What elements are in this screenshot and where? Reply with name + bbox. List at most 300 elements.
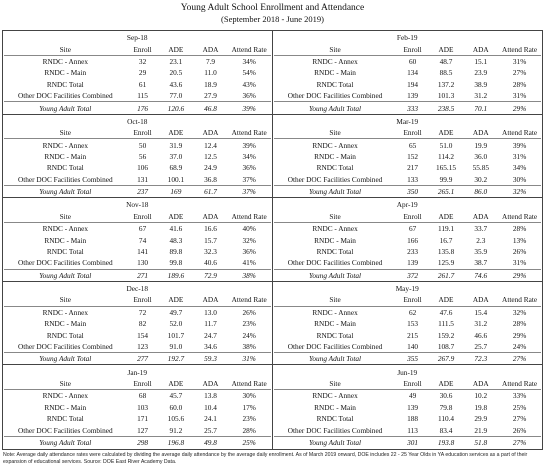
value-cell: 34% xyxy=(242,56,256,66)
value-cell: 152 xyxy=(407,151,419,161)
month-label: Feb-19 xyxy=(396,33,418,43)
value-cell: 298 xyxy=(127,436,159,448)
table-row xyxy=(4,341,271,353)
value-cell: 32% xyxy=(512,307,527,317)
column-header: Site xyxy=(274,127,397,139)
site-cell: RNDC - Main xyxy=(44,151,87,161)
column-header: ADA xyxy=(463,294,498,306)
table-row xyxy=(274,79,542,90)
value-cell: 25% xyxy=(512,402,527,412)
month-block xyxy=(273,282,543,366)
table-row xyxy=(4,390,271,402)
site-cell: RNDC - Main xyxy=(314,151,356,161)
value-cell: 233 xyxy=(407,246,419,256)
value-cell: 7.9 xyxy=(205,56,216,66)
value-cell: 49.7 xyxy=(169,307,183,317)
value-cell: 32% xyxy=(242,235,256,245)
column-header: ADE xyxy=(429,294,464,306)
site-cell: Other DOC Facilities Combined xyxy=(17,91,113,101)
value-cell: 11.0 xyxy=(204,68,217,78)
column-header: Site xyxy=(4,43,127,55)
value-cell: 23.9 xyxy=(474,68,488,78)
value-cell: 67 xyxy=(138,224,147,234)
value-cell: 62 xyxy=(408,307,417,317)
value-cell: 27% xyxy=(498,353,541,365)
value-cell: 333 xyxy=(397,102,429,114)
month-block xyxy=(3,365,273,449)
value-cell: 11.7 xyxy=(204,319,217,329)
value-cell: 38% xyxy=(242,341,256,351)
value-cell: 25.7 xyxy=(474,341,488,351)
site-cell: Other DOC Facilities Combined xyxy=(17,174,113,184)
value-cell: 15.4 xyxy=(474,307,488,317)
site-cell: Young Adult Total xyxy=(274,436,397,448)
value-cell: 10.2 xyxy=(474,391,488,401)
site-cell: Other DOC Facilities Combined xyxy=(287,174,383,184)
value-cell: 301 xyxy=(397,436,429,448)
value-cell: 27% xyxy=(498,436,541,448)
value-cell: 101.7 xyxy=(167,330,185,340)
value-cell: 33.7 xyxy=(474,224,488,234)
value-cell: 119.1 xyxy=(437,224,455,234)
value-cell: 99.8 xyxy=(169,258,183,268)
value-cell: 50 xyxy=(138,140,147,150)
value-cell: 159.2 xyxy=(437,330,455,340)
value-cell: 176 xyxy=(127,102,159,114)
column-header: ADE xyxy=(159,127,194,139)
table-row xyxy=(4,162,271,173)
site-cell: RNDC Total xyxy=(46,414,84,424)
value-cell: 217 xyxy=(407,163,419,173)
table-row xyxy=(274,185,542,197)
site-cell: Other DOC Facilities Combined xyxy=(17,425,113,435)
table-row xyxy=(274,341,542,353)
value-cell: 83.4 xyxy=(439,425,453,435)
site-cell: Young Adult Total xyxy=(4,185,127,197)
month-label: Nov-18 xyxy=(126,200,149,210)
value-cell: 39% xyxy=(228,102,271,114)
value-cell: 88.5 xyxy=(439,68,453,78)
site-cell: RNDC Total xyxy=(46,246,84,256)
value-cell: 35.9 xyxy=(474,246,488,256)
enrollment-table xyxy=(4,283,271,365)
column-header: Attend Rate xyxy=(498,127,541,139)
site-cell: RNDC - Annex xyxy=(42,307,88,317)
value-cell: 59.3 xyxy=(193,353,228,365)
value-cell: 36.0 xyxy=(474,151,488,161)
month-label: Jan-19 xyxy=(127,367,147,377)
value-cell: 31% xyxy=(512,91,527,101)
table-row xyxy=(4,102,271,114)
table-row xyxy=(4,436,271,448)
value-cell: 111.5 xyxy=(438,319,454,329)
table-row xyxy=(274,246,542,257)
value-cell: 26% xyxy=(512,425,527,435)
value-cell: 37% xyxy=(242,174,256,184)
site-cell: RNDC - Annex xyxy=(312,56,358,66)
column-header: Enroll xyxy=(127,211,159,223)
value-cell: 48.3 xyxy=(169,235,183,245)
table-row xyxy=(274,318,542,329)
value-cell: 110.4 xyxy=(437,414,455,424)
site-cell: Young Adult Total xyxy=(4,436,127,448)
value-cell: 15.7 xyxy=(204,235,217,245)
site-cell: RNDC Total xyxy=(316,163,354,173)
value-cell: 74.6 xyxy=(463,269,498,281)
site-cell: Young Adult Total xyxy=(4,102,127,114)
value-cell: 60 xyxy=(408,56,417,66)
site-cell: RNDC Total xyxy=(316,414,354,424)
value-cell: 72.9 xyxy=(193,269,228,281)
value-cell: 36.8 xyxy=(204,174,217,184)
month-label: May-19 xyxy=(395,283,419,293)
value-cell: 74 xyxy=(138,235,147,245)
value-cell: 37% xyxy=(228,185,271,197)
value-cell: 54% xyxy=(242,68,256,78)
value-cell: 28% xyxy=(242,425,256,435)
site-cell: Young Adult Total xyxy=(274,269,397,281)
value-cell: 130 xyxy=(137,258,149,268)
value-cell: 65 xyxy=(408,140,417,150)
value-cell: 56 xyxy=(138,151,147,161)
site-cell: RNDC - Main xyxy=(314,319,356,329)
value-cell: 77.0 xyxy=(169,91,183,101)
value-cell: 29 xyxy=(138,68,147,78)
column-header: Site xyxy=(4,211,127,223)
month-block xyxy=(3,115,273,199)
table-row xyxy=(274,139,542,151)
column-header: ADE xyxy=(429,211,464,223)
value-cell: 237 xyxy=(127,185,159,197)
report-subtitle: (September 2018 - June 2019) xyxy=(221,14,324,24)
value-cell: 31% xyxy=(512,56,527,66)
month-block xyxy=(273,31,543,115)
table-row xyxy=(4,353,271,365)
value-cell: 38% xyxy=(228,269,271,281)
enrollment-table xyxy=(274,116,542,198)
table-row xyxy=(4,174,271,186)
table-row xyxy=(4,246,271,257)
value-cell: 169 xyxy=(159,185,194,197)
value-cell: 141 xyxy=(137,246,149,256)
value-cell: 36% xyxy=(242,91,256,101)
column-header: Enroll xyxy=(127,294,159,306)
value-cell: 350 xyxy=(397,185,429,197)
column-header: ADE xyxy=(159,294,194,306)
value-cell: 26% xyxy=(242,307,256,317)
column-header: ADE xyxy=(429,127,464,139)
value-cell: 89.8 xyxy=(169,246,183,256)
value-cell: 79.8 xyxy=(439,402,453,412)
value-cell: 91.2 xyxy=(169,425,183,435)
table-row xyxy=(4,329,271,340)
column-header: ADA xyxy=(193,294,228,306)
value-cell: 16.6 xyxy=(204,224,217,234)
column-header: Enroll xyxy=(127,378,159,390)
column-header: Enroll xyxy=(397,211,429,223)
month-block xyxy=(273,198,543,282)
value-cell: 24.7 xyxy=(204,330,217,340)
value-cell: 41.6 xyxy=(169,224,183,234)
value-cell: 91.0 xyxy=(169,341,183,351)
site-cell: RNDC Total xyxy=(316,330,354,340)
value-cell: 100.1 xyxy=(167,174,185,184)
column-header: Attend Rate xyxy=(498,43,541,55)
value-cell: 29.9 xyxy=(474,414,488,424)
value-cell: 72 xyxy=(138,307,147,317)
table-row xyxy=(274,257,542,269)
table-row xyxy=(274,390,542,402)
table-row xyxy=(4,257,271,269)
table-row xyxy=(4,234,271,245)
value-cell: 46.8 xyxy=(193,102,228,114)
value-cell: 68.9 xyxy=(169,163,183,173)
table-row xyxy=(274,329,542,340)
month-block xyxy=(3,282,273,366)
value-cell: 28% xyxy=(512,79,527,89)
table-row xyxy=(4,424,271,436)
column-header: ADA xyxy=(193,211,228,223)
column-header: Attend Rate xyxy=(228,43,271,55)
value-cell: 10.4 xyxy=(204,402,217,412)
column-header: Site xyxy=(4,127,127,139)
table-row xyxy=(4,90,271,102)
value-cell: 123 xyxy=(137,341,149,351)
site-cell: RNDC - Main xyxy=(44,235,87,245)
value-cell: 17% xyxy=(242,402,256,412)
enrollment-table xyxy=(4,116,271,198)
column-header: Site xyxy=(4,378,127,390)
value-cell: 18.9 xyxy=(204,79,217,89)
column-header: ADA xyxy=(463,378,498,390)
value-cell: 31% xyxy=(512,151,527,161)
value-cell: 31.2 xyxy=(474,319,488,329)
column-header: Attend Rate xyxy=(498,378,541,390)
value-cell: 154 xyxy=(137,330,149,340)
value-cell: 19.9 xyxy=(474,140,488,150)
value-cell: 114.2 xyxy=(437,151,455,161)
table-row xyxy=(274,402,542,413)
value-cell: 24.1 xyxy=(204,414,217,424)
value-cell: 135.8 xyxy=(437,246,455,256)
table-row xyxy=(274,269,542,281)
value-cell: 196.8 xyxy=(159,436,194,448)
site-cell: Young Adult Total xyxy=(4,353,127,365)
value-cell: 34% xyxy=(512,163,527,173)
table-row xyxy=(274,90,542,102)
value-cell: 105.6 xyxy=(167,414,185,424)
enrollment-table xyxy=(4,199,271,281)
site-cell: RNDC - Main xyxy=(314,402,356,412)
value-cell: 51.8 xyxy=(463,436,498,448)
value-cell: 38.9 xyxy=(474,79,488,89)
month-block xyxy=(273,365,543,449)
table-row xyxy=(274,222,542,234)
table-row xyxy=(274,67,542,78)
site-cell: RNDC - Main xyxy=(44,319,87,329)
value-cell: 30.2 xyxy=(474,174,488,184)
column-header: Attend Rate xyxy=(228,127,271,139)
column-header: ADE xyxy=(159,378,194,390)
value-cell: 72.3 xyxy=(463,353,498,365)
value-cell: 49 xyxy=(408,391,417,401)
value-cell: 120.6 xyxy=(159,102,194,114)
value-cell: 31% xyxy=(512,258,527,268)
table-row xyxy=(274,151,542,162)
value-cell: 68 xyxy=(138,391,147,401)
month-label: Jun-19 xyxy=(397,367,418,377)
site-cell: Other DOC Facilities Combined xyxy=(287,91,383,101)
value-cell: 33% xyxy=(512,391,527,401)
column-header: Attend Rate xyxy=(498,211,541,223)
value-cell: 131 xyxy=(137,174,149,184)
table-row xyxy=(4,222,271,234)
value-cell: 165.15 xyxy=(435,163,457,173)
footnote: Note: Average daily attendance rates were calculated by dividing the average daily attendance by the average daily enrollment. As of March 2019 onward, DOE includes 22 - 25 Year Olds in YA education services as a part of their expansion of educational services. Source: DOE East River Academy Data. xyxy=(3,452,528,465)
site-cell: RNDC - Annex xyxy=(312,224,358,234)
value-cell: 28% xyxy=(512,319,527,329)
value-cell: 99.9 xyxy=(439,174,453,184)
table-row xyxy=(4,139,271,151)
value-cell: 215 xyxy=(407,330,419,340)
value-cell: 115 xyxy=(137,91,148,101)
column-header: Enroll xyxy=(127,43,159,55)
column-header: ADE xyxy=(159,211,194,223)
value-cell: 40% xyxy=(242,224,256,234)
column-header: ADA xyxy=(463,43,498,55)
table-row xyxy=(4,269,271,281)
site-cell: RNDC - Annex xyxy=(312,391,358,401)
value-cell: 125.9 xyxy=(437,258,455,268)
value-cell: 23% xyxy=(242,414,256,424)
table-row xyxy=(274,436,542,448)
site-cell: Young Adult Total xyxy=(274,353,397,365)
month-block xyxy=(3,198,273,282)
site-cell: Other DOC Facilities Combined xyxy=(287,425,383,435)
enrollment-table xyxy=(4,32,271,114)
value-cell: 15.1 xyxy=(474,56,488,66)
value-cell: 40.6 xyxy=(204,258,217,268)
table-row xyxy=(4,413,271,424)
value-cell: 51.0 xyxy=(439,140,453,150)
value-cell: 153 xyxy=(407,319,419,329)
value-cell: 39% xyxy=(242,140,256,150)
value-cell: 23.1 xyxy=(169,56,183,66)
enrollment-table xyxy=(274,32,542,114)
column-header: Site xyxy=(4,294,127,306)
table-row xyxy=(274,306,542,318)
value-cell: 86.0 xyxy=(463,185,498,197)
column-header: Enroll xyxy=(397,127,429,139)
value-cell: 238.5 xyxy=(429,102,464,114)
value-cell: 27% xyxy=(512,68,527,78)
value-cell: 41% xyxy=(242,258,256,268)
table-row xyxy=(4,185,271,197)
value-cell: 133 xyxy=(407,174,419,184)
month-block xyxy=(3,31,273,115)
value-cell: 30% xyxy=(512,174,527,184)
site-cell: Other DOC Facilities Combined xyxy=(287,258,383,268)
column-header: ADE xyxy=(429,43,464,55)
value-cell: 106 xyxy=(137,163,149,173)
table-row xyxy=(4,151,271,162)
column-header: Site xyxy=(274,43,397,55)
value-cell: 189.6 xyxy=(159,269,194,281)
column-header: Site xyxy=(274,211,397,223)
value-cell: 16.7 xyxy=(439,235,453,245)
column-header: Attend Rate xyxy=(228,378,271,390)
value-cell: 28% xyxy=(512,224,527,234)
value-cell: 39% xyxy=(512,140,527,150)
value-cell: 30.6 xyxy=(439,391,453,401)
site-cell: Young Adult Total xyxy=(274,185,397,197)
value-cell: 188 xyxy=(407,414,419,424)
value-cell: 2.3 xyxy=(476,235,486,245)
column-header: ADE xyxy=(159,43,194,55)
value-cell: 29% xyxy=(498,102,541,114)
value-cell: 127 xyxy=(137,425,149,435)
value-cell: 13.0 xyxy=(204,307,217,317)
column-header: Site xyxy=(274,378,397,390)
table-row xyxy=(4,318,271,329)
site-cell: RNDC Total xyxy=(316,79,354,89)
value-cell: 12.5 xyxy=(204,151,217,161)
value-cell: 277 xyxy=(127,353,159,365)
value-cell: 26% xyxy=(512,246,527,256)
value-cell: 52.0 xyxy=(169,319,183,329)
value-cell: 194 xyxy=(407,79,419,89)
table-row xyxy=(274,424,542,436)
column-header: ADA xyxy=(193,127,228,139)
site-cell: RNDC - Annex xyxy=(42,391,88,401)
column-header: ADA xyxy=(463,211,498,223)
value-cell: 29% xyxy=(498,269,541,281)
value-cell: 20.5 xyxy=(169,68,183,78)
value-cell: 27% xyxy=(512,414,527,424)
site-cell: RNDC - Annex xyxy=(42,224,88,234)
site-cell: Young Adult Total xyxy=(274,102,397,114)
value-cell: 32% xyxy=(498,185,541,197)
column-header: ADA xyxy=(193,378,228,390)
enrollment-table xyxy=(274,199,542,281)
site-cell: RNDC Total xyxy=(316,246,354,256)
value-cell: 265.1 xyxy=(429,185,464,197)
value-cell: 32.3 xyxy=(204,246,217,256)
value-cell: 61 xyxy=(138,79,147,89)
site-cell: RNDC - Annex xyxy=(312,140,358,150)
column-header: Attend Rate xyxy=(228,211,271,223)
value-cell: 45.7 xyxy=(169,391,183,401)
table-row xyxy=(4,306,271,318)
table-row xyxy=(4,55,271,67)
value-cell: 31.2 xyxy=(474,91,488,101)
site-cell: RNDC Total xyxy=(46,163,84,173)
value-cell: 43% xyxy=(242,79,256,89)
site-cell: RNDC - Annex xyxy=(42,140,88,150)
value-cell: 46.6 xyxy=(474,330,488,340)
column-header: Enroll xyxy=(397,43,429,55)
value-cell: 139 xyxy=(407,258,419,268)
site-cell: RNDC - Annex xyxy=(312,307,358,317)
value-cell: 25.7 xyxy=(204,425,217,435)
column-header: Enroll xyxy=(397,378,429,390)
value-cell: 70.1 xyxy=(463,102,498,114)
value-cell: 267.9 xyxy=(429,353,464,365)
site-cell: RNDC - Main xyxy=(314,68,356,78)
enrollment-table xyxy=(274,366,542,448)
site-cell: RNDC Total xyxy=(46,79,84,89)
value-cell: 82 xyxy=(138,319,147,329)
